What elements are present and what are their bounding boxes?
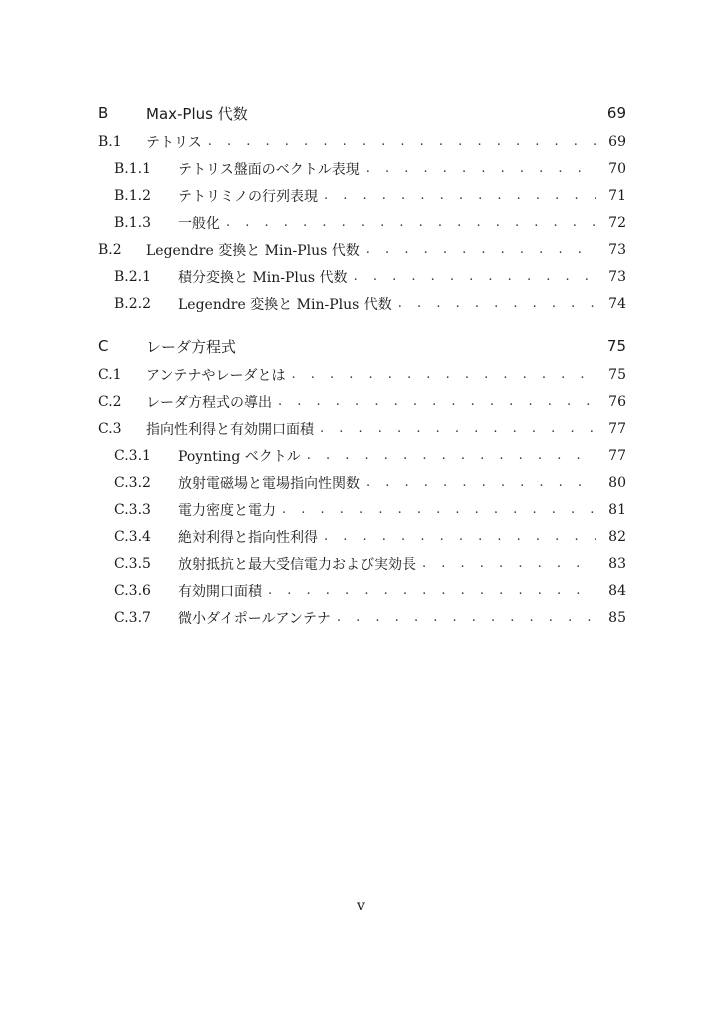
- toc-entry-number: C.2: [98, 393, 122, 410]
- toc-entry-title: Legendre 変換と Min-Plus 代数: [178, 296, 392, 313]
- toc-entry-title: 放射抵抗と最大受信電力および実効長: [178, 556, 416, 573]
- toc-entry-title: Poynting ベクトル: [178, 448, 301, 465]
- toc-entry-title: Legendre 変換と Min-Plus 代数: [146, 242, 360, 259]
- dot-leader: [324, 189, 596, 202]
- toc-entry-page: 75: [608, 366, 626, 383]
- dot-leader: [208, 135, 596, 148]
- toc-entry-title: アンテナやレーダとは: [146, 367, 286, 384]
- toc-entry-c-3-7[interactable]: [98, 604, 626, 631]
- dot-leader: [366, 162, 596, 175]
- toc-entry-b-1-3[interactable]: [98, 209, 626, 236]
- toc-entry-title: 有効開口面積: [178, 583, 262, 600]
- toc-entry-b-2[interactable]: [98, 236, 626, 263]
- toc-entry-number: B.2.1: [114, 268, 152, 285]
- toc-entry-title: 一般化: [178, 215, 220, 232]
- toc-entry-number: C.3.7: [114, 609, 151, 626]
- toc-entry-page: 69: [608, 133, 626, 150]
- toc-entry-number: C.3.2: [114, 474, 151, 491]
- dot-leader: [366, 243, 596, 256]
- toc-entry-number: C.3.6: [114, 582, 151, 599]
- dot-leader: [398, 297, 596, 310]
- toc-entry-page: 69: [606, 104, 626, 122]
- toc-entry-page: 77: [608, 420, 626, 437]
- toc-entry-title: 積分変換と Min-Plus 代数: [178, 269, 348, 286]
- dot-leader: [282, 503, 596, 516]
- toc-entry-title: 指向性利得と有効開口面積: [146, 421, 314, 438]
- toc-entry-page: 81: [608, 501, 626, 518]
- toc-entry-number: B.2: [98, 241, 122, 258]
- toc-entry-page: 71: [608, 187, 626, 204]
- toc-entry-number: B.1: [98, 133, 122, 150]
- dot-leader: [366, 476, 596, 489]
- toc-entry-b-1-1[interactable]: [98, 155, 626, 182]
- toc-entry-title: 絶対利得と指向性利得: [178, 529, 318, 546]
- toc-entry-number: C.1: [98, 366, 122, 383]
- toc-entry-number: B.1.2: [114, 187, 152, 204]
- toc-entry-c-3-1[interactable]: [98, 442, 626, 469]
- toc-entry-title: Max-Plus 代数: [146, 104, 248, 123]
- dot-leader: [320, 422, 596, 435]
- dot-leader: [268, 584, 596, 597]
- toc-entry-page: 75: [606, 337, 626, 355]
- toc-entry-title: テトリミノの行列表現: [178, 188, 318, 205]
- toc-entry-number: B.1.1: [114, 160, 152, 177]
- toc-entry-b-1[interactable]: [98, 128, 626, 155]
- table-of-contents: [98, 98, 626, 631]
- dot-leader: [307, 449, 596, 462]
- toc-entry-number: C.3.5: [114, 555, 151, 572]
- toc-entry-b[interactable]: [98, 98, 626, 128]
- toc-entry-b-2-2[interactable]: [98, 290, 626, 317]
- toc-entry-c-3-2[interactable]: [98, 469, 626, 496]
- toc-entry-page: 73: [608, 268, 626, 285]
- toc-entry-title: 電力密度と電力: [178, 502, 276, 519]
- toc-entry-number: C.3.3: [114, 501, 151, 518]
- toc-entry-title: レーダ方程式の導出: [146, 394, 272, 411]
- toc-entry-b-1-2[interactable]: [98, 182, 626, 209]
- toc-entry-c-3-3[interactable]: [98, 496, 626, 523]
- toc-entry-b-2-1[interactable]: [98, 263, 626, 290]
- toc-entry-page: 84: [608, 582, 626, 599]
- toc-entry-page: 85: [608, 609, 626, 626]
- toc-entry-page: 77: [608, 447, 626, 464]
- toc-entry-title: レーダ方程式: [146, 337, 237, 356]
- toc-entry-number: B.1.3: [114, 214, 152, 231]
- toc-entry-title: 放射電磁場と電場指向性関数: [178, 475, 360, 492]
- page-number: v: [357, 898, 365, 914]
- dot-leader: [226, 216, 596, 229]
- toc-entry-number: C.3.4: [114, 528, 151, 545]
- dot-leader: [354, 270, 596, 283]
- toc-entry-page: 72: [608, 214, 626, 231]
- toc-entry-page: 70: [608, 160, 626, 177]
- toc-entry-page: 83: [608, 555, 626, 572]
- toc-entry-number: B: [98, 104, 109, 122]
- dot-leader: [291, 368, 596, 381]
- toc-entry-c-3-6[interactable]: [98, 577, 626, 604]
- toc-entry-c-3[interactable]: [98, 415, 626, 442]
- dot-leader: [278, 395, 596, 408]
- toc-entry-c[interactable]: [98, 331, 626, 361]
- toc-entry-c-2[interactable]: [98, 388, 626, 415]
- toc-entry-page: 74: [608, 295, 626, 312]
- toc-entry-number: C: [98, 337, 109, 355]
- toc-entry-number: C.3: [98, 420, 122, 437]
- toc-entry-page: 73: [608, 241, 626, 258]
- toc-entry-page: 80: [608, 474, 626, 491]
- toc-entry-page: 82: [608, 528, 626, 545]
- toc-entry-c-3-4[interactable]: [98, 523, 626, 550]
- toc-entry-c-3-5[interactable]: [98, 550, 626, 577]
- dot-leader: [324, 530, 596, 543]
- toc-entry-number: B.2.2: [114, 295, 152, 312]
- toc-entry-c-1[interactable]: [98, 361, 626, 388]
- toc-entry-title: 微小ダイポールアンテナ: [178, 610, 331, 627]
- dot-leader: [422, 557, 596, 570]
- dot-leader: [337, 611, 596, 624]
- toc-entry-number: C.3.1: [114, 447, 151, 464]
- toc-entry-title: テトリス盤面のベクトル表現: [178, 161, 360, 178]
- toc-entry-page: 76: [608, 393, 626, 410]
- toc-entry-title: テトリス: [146, 134, 202, 151]
